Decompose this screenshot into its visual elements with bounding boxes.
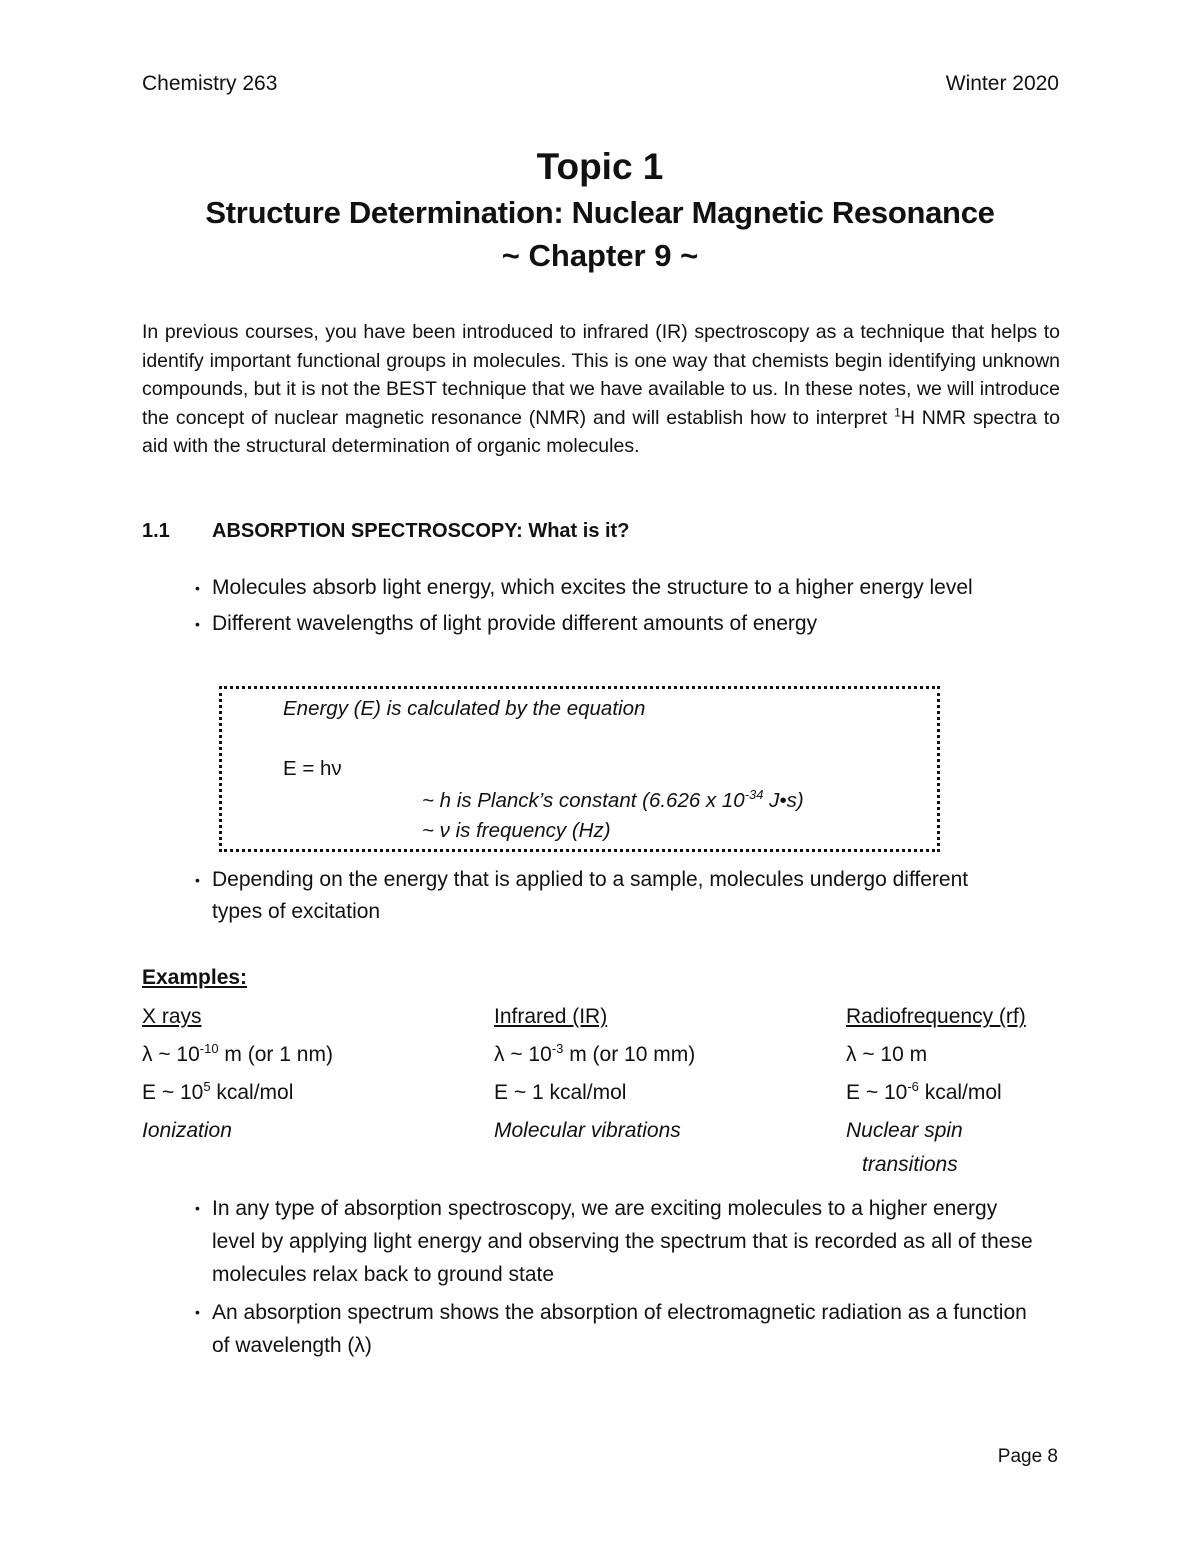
isotope-superscript: 1 <box>894 405 901 419</box>
wavelength-value: λ ~ 10 m <box>846 1043 928 1066</box>
bullet-text: Depending on the energy that is applied to a sample, molecules undergo different types of excitation <box>212 868 969 923</box>
section-title: ABSORPTION SPECTROSCOPY: What is it? <box>212 520 630 542</box>
wavelength-exponent: -10 <box>199 1041 219 1056</box>
wavelength-text: λ ~ 10 <box>494 1043 552 1066</box>
column-heading: X rays <box>142 1005 202 1028</box>
bullet-icon: • <box>195 616 200 632</box>
planck-units: J•s) <box>763 789 804 812</box>
column-heading: Radiofrequency (rf) <box>846 1005 1026 1028</box>
course-name: Chemistry 263 <box>142 72 278 95</box>
intro-text-2: H NMR spectra to aid with the structural determination of organic molecules. <box>142 406 1060 457</box>
energy-text: E ~ 1 kcal/mol <box>494 1081 627 1104</box>
effect-label: Nuclear spin <box>846 1119 963 1142</box>
energy-unit: kcal/mol <box>210 1081 294 1104</box>
examples-heading: Examples: <box>142 966 248 989</box>
energy-value <box>142 1074 333 1112</box>
bullet-text: In any type of absorption spectroscopy, we are exciting molecules to a higher energy level by applying light energy and observing the spectrum that is recorded as all of these molecules relax back to ground state <box>212 1197 1033 1286</box>
energy-equation: E = hν <box>283 757 342 780</box>
planck-note <box>422 789 804 813</box>
energy-exponent: -6 <box>907 1079 919 1094</box>
list-item <box>195 608 1055 640</box>
wavelength-unit: m (or 1 nm) <box>218 1043 333 1066</box>
energy-text: E ~ 10 <box>846 1081 908 1104</box>
bullet-icon: • <box>195 1200 200 1216</box>
effect-label-continued: transitions <box>862 1153 958 1176</box>
bullet-icon: • <box>195 1304 200 1320</box>
column-heading: Infrared (IR) <box>494 1005 608 1028</box>
bullet-list-top <box>195 572 1055 641</box>
intro-paragraph <box>142 318 1060 461</box>
effect-label: Molecular vibrations <box>494 1119 681 1142</box>
term-label: Winter 2020 <box>945 72 1059 95</box>
intro-text-1: In previous courses, you have been introduced to infrared (IR) spectroscopy as a technique that helps to identify important functional groups in molecules. This is one way that chemists begin identifying unknown compounds, but it is not the BEST technique that we have available to us. In these notes, we will introduce the concept of nuclear magnetic resonance (NMR) and will establish how to interpret <box>142 321 1060 429</box>
example-column-xrays <box>142 998 333 1150</box>
energy-text: E ~ 10 <box>142 1081 204 1104</box>
wavelength-text: λ ~ 10 <box>142 1043 200 1066</box>
example-column-radiofrequency <box>846 998 1026 1180</box>
bullet-text: An absorption spectrum shows the absorption of electromagnetic radiation as a function of wavelength (λ) <box>212 1301 1027 1357</box>
wavelength-value <box>142 1036 333 1074</box>
planck-exponent: -34 <box>744 787 764 803</box>
topic-subtitle: Structure Determination: Nuclear Magnetic Resonance <box>205 195 995 230</box>
chapter-label: ~ Chapter 9 ~ <box>501 238 699 273</box>
page-number: Page 8 <box>997 1446 1058 1467</box>
energy-exponent: 5 <box>203 1079 211 1094</box>
section-heading <box>142 520 629 543</box>
list-item <box>195 864 995 928</box>
equation-box <box>219 686 940 852</box>
planck-note-text: ~ h is Planck’s constant (6.626 x 10 <box>422 789 745 812</box>
energy-unit: kcal/mol <box>918 1081 1002 1104</box>
bullet-text: Molecules absorb light energy, which excites the structure to a higher energy level <box>212 576 973 599</box>
list-item <box>195 1192 1045 1291</box>
effect-label: Ionization <box>142 1119 232 1142</box>
frequency-note: ~ ν is frequency (Hz) <box>422 819 611 842</box>
bullet-text: Different wavelengths of light provide different amounts of energy <box>212 612 818 635</box>
equation-intro: Energy (E) is calculated by the equation <box>283 697 646 720</box>
list-item <box>195 1296 1045 1362</box>
example-column-infrared <box>494 998 695 1150</box>
wavelength-value <box>494 1036 695 1074</box>
wavelength-exponent: -3 <box>551 1041 564 1056</box>
bullet-icon: • <box>195 872 200 888</box>
bullet-icon: • <box>195 580 200 596</box>
energy-value <box>494 1074 695 1112</box>
bullet-list-bottom <box>195 1192 1045 1363</box>
energy-value <box>846 1074 1026 1112</box>
list-item <box>195 572 1055 604</box>
bullet-list-mid <box>195 864 995 929</box>
topic-title: Topic 1 <box>536 146 664 187</box>
wavelength-unit: m (or 10 mm) <box>563 1043 696 1066</box>
section-number: 1.1 <box>142 520 170 542</box>
